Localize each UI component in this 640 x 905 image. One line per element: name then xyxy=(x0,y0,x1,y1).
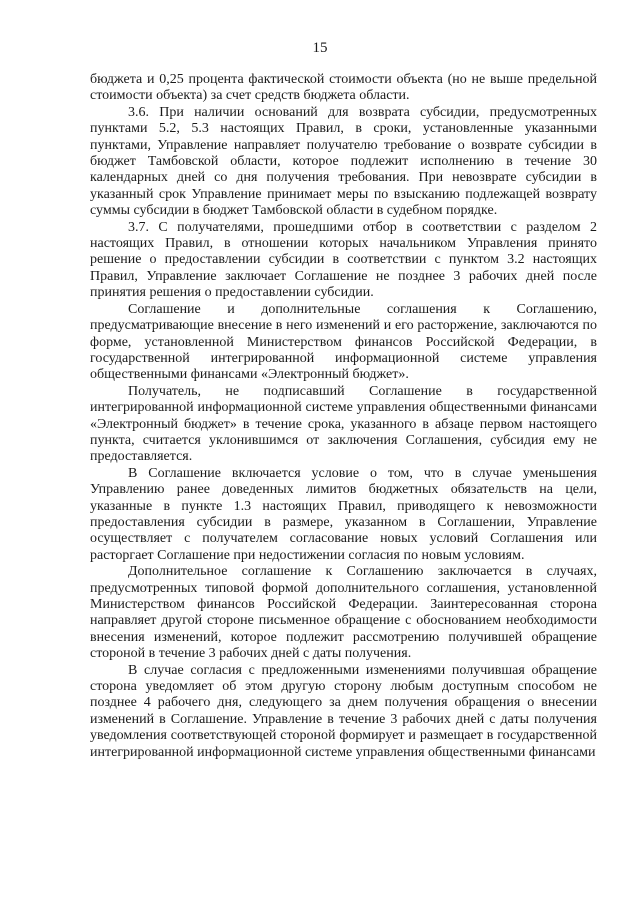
paragraph-consent: В случае согласия с предложенными изменениями получившая обращение сторона уведомляет об этом другую сторону любым доступным способом не позднее 4 рабочего дня, следующего за днем получения обращения о внесении изменений в Соглашение. Управление в течение 3 рабочих дней с даты получения уведомления соответствующей стороной формирует и размещает в государственной интегрированной информационной системе управления общественными финансами xyxy=(90,662,597,760)
paragraph-continuation: бюджета и 0,25 процента фактической стоимости объекта (но не выше предельной стоимости объекта) за счет средств бюджета области. xyxy=(90,72,597,104)
paragraph-agreement-form: Соглашение и дополнительные соглашения к Соглашению, предусматривающие внесение в него изменений и его расторжение, заключаются по форме, установленной Министерством финансов Российской Федерации, в государственной интегрированной информационной системе управления общественными финансами «Электронный бюджет». xyxy=(90,301,597,383)
paragraph-additional-agreement: Дополнительное соглашение к Соглашению заключается в случаях, предусмотренных типовой формой дополнительного соглашения, установленной Министерством финансов Российской Федерации. Заинтересованная сторона направляет другой стороне письменное обращение с обоснованием необходимости внесения изменений, которое подлежит рассмотрению получившей обращение стороной в течение 3 рабочих дней с даты получения. xyxy=(90,564,597,662)
paragraph-limit-reduction: В Соглашение включается условие о том, что в случае уменьшения Управлению ранее доведенных лимитов бюджетных обязательств на цели, указанные в пункте 1.3 настоящих Правил, приводящего к невозможности предоставления субсидии в размере, указанном в Соглашении, Управление осуществляет с получателем согласование новых условий Соглашения или расторгает Соглашение при недостижении согласия по новым условиям. xyxy=(90,465,597,563)
page-number: 15 xyxy=(312,40,328,56)
paragraph-unsigned-recipient: Получатель, не подписавший Соглашение в государственной интегрированной информационной системе управления общественными финансами «Электронный бюджет» в течение срока, указанного в абзаце первом настоящего пункта, считается уклонившимся от заключения Соглашения, субсидия ему не предоставляется. xyxy=(90,383,597,465)
paragraph-3-6: 3.6. При наличии оснований для возврата субсидии, предусмотренных пунктами 5.2, 5.3 настоящих Правил, в сроки, установленные указанными пунктами, Управление направляет получателю требование о возврате субсидии в бюджет Тамбовской области, которое подлежит исполнению в течение 30 календарных дней со дня получения требования. При невозврате субсидии в указанный срок Управление принимает меры по взысканию подлежащей возврату суммы субсидии в бюджет Тамбовской области в судебном порядке. xyxy=(90,104,597,219)
paragraph-3-7: 3.7. С получателями, прошедшими отбор в соответствии с разделом 2 настоящих Правил, в отношении которых начальником Управления принято решение о предоставлении субсидии в соответствии с пунктом 3.2 настоящих Правил, Управление заключает Соглашение не позднее 3 рабочих дней после принятия решения о предоставлении субсидии. xyxy=(90,219,597,301)
document-body xyxy=(90,72,597,761)
